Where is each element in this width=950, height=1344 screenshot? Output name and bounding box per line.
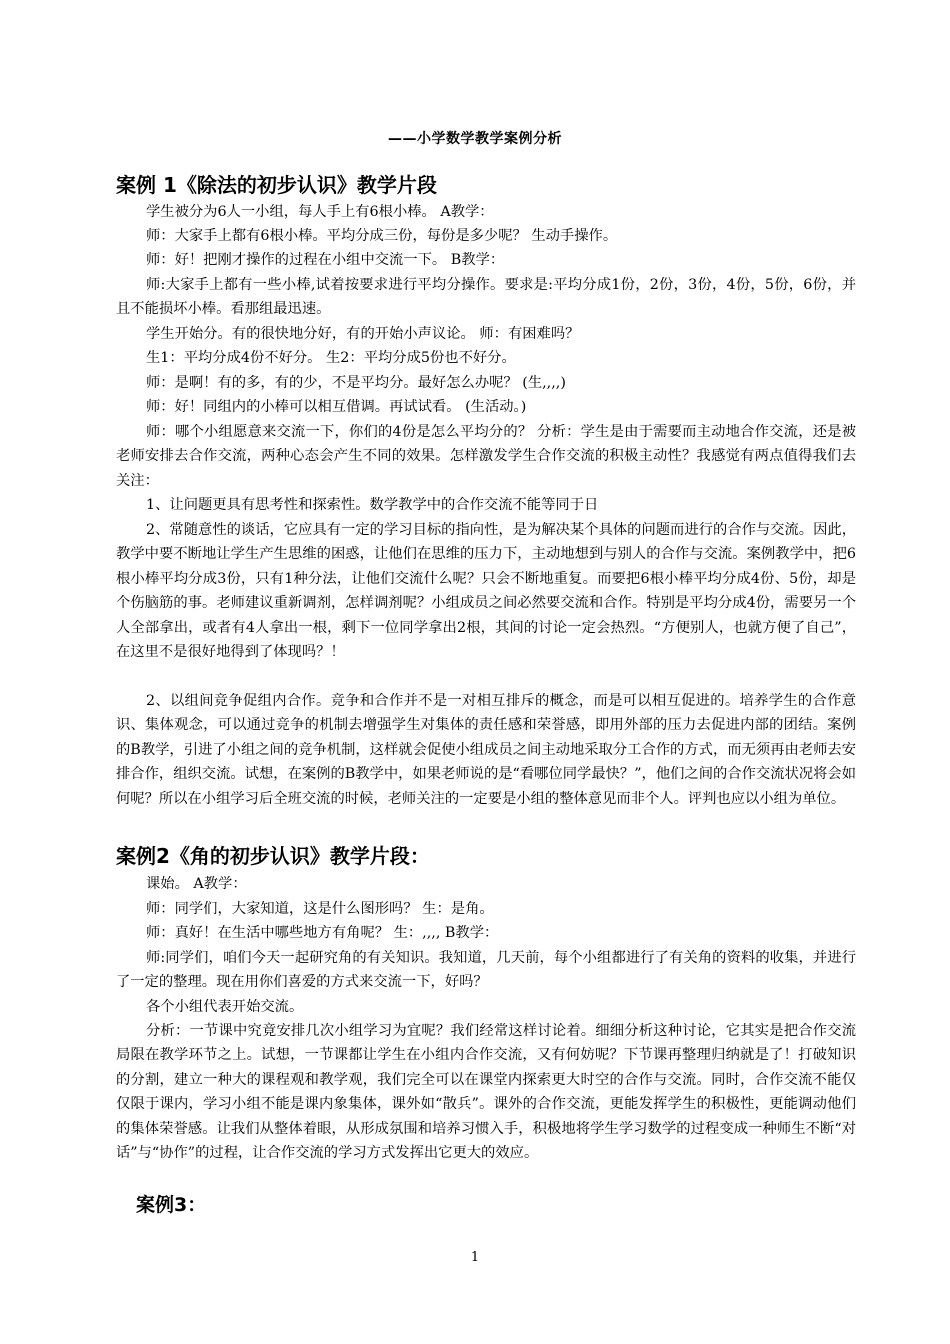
case1-paragraph: 1、让问题更具有思考性和探索性。数学教学中的合作交流不能等同于日 [146, 497, 599, 513]
case2-paragraph: 师:同学们，咱们今天一起研究角的有关知识。我知道，几天前，每个小组都进行了有关角的资料的收集，并进行了一定的整理。现在用你们喜爱的方式来交流一下，好吗？ [116, 950, 856, 991]
case1-paragraph: 学生被分为6人一小组，每人手上有6根小棒。 A教学： [146, 204, 494, 220]
case2-heading: 案例2《角的初步认识》教学片段： [116, 844, 430, 868]
case1-paragraph: 2、常随意性的谈话，它应具有一定的学习目标的指向性，是为解决某个具体的问题而进行的合作与交流。因此，教学中要不断地让学生产生思维的困惑，让他们在思维的压力下，主动地想到与别人的合作与交流。案例教学中，把6根小棒平均分成3份，只有1种分法，让他们交流什么呢？只会不断地重复。而要把6根小棒平均分成4份、5份，却是个伤脑筋的事。老师建议重新调剂，怎样调剂呢？小组成员之间必然要交流和合作。特别是平均分成4份，需要另一个人全部拿出，或者有4人拿出一根，剩下一位同学拿出2根，其间的讨论一定会热烈。“方便别人，也就方便了自己”，在这里不是很好地得到了体现吗？！ [116, 522, 856, 661]
case2-paragraph: 分析：一节课中究竟安排几次小组学习为宜呢？我们经常这样讨论着。细细分析这种讨论，它其实是把合作交流局限在教学环节之上。试想，一节课都让学生在小组内合作交流，又有何妨呢？下节课再整理归纳就是了！打破知识的分割，建立一种大的课程观和教学观，我们完全可以在课堂内探索更大时空的合作与交流。同时，合作交流不能仅仅限于课内，学习小组不能是课内象集体，课外如“散兵”。课外的合作交流，更能发挥学生的积极性，更能调动他们的集体荣誉感。让我们从整体着眼，从形成氛围和培养习惯入手，积极地将学生学习数学的过程变成一种师生不断“对话”与“协作”的过程，让合作交流的学习方式发挥出它更大的效应。 [116, 1023, 856, 1162]
case1-paragraph: 2、以组间竞争促组内合作。竞争和合作并不是一对相互排斥的概念，而是可以相互促进的。培养学生的合作意识、集体观念，可以通过竞争的机制去增强学生对集体的责任感和荣誉感，即用外部的压力去促进内部的团结。案例的B教学，引进了小组之间的竞争机制，这样就会促使小组成员之间主动地采取分工合作的方式，而无须再由老师去安排合作，组织交流。试想，在案例的B教学中，如果老师说的是“看哪位同学最快？”，他们之间的合作交流状况将会如何呢？所以在小组学习后全班交流的时候，老师关注的一定要是小组的整体意见而非个人。评判也应以小组为单位。 [116, 693, 856, 807]
case2-paragraph: 师：真好！在生活中哪些地方有角呢？ 生：,,,, B教学： [146, 925, 499, 941]
case1-paragraph: 师:大家手上都有一些小棒,试着按要求进行平均分操作。要求是:平均分成1份，2份，3份，4份，5份，6份，并且不能损坏小棒。看那组最迅速。 [116, 277, 856, 318]
case1-paragraph: 师：大家手上都有6根小棒。平均分成三份，每份是多少呢？ 生动手操作。 [146, 228, 618, 244]
case1-paragraph: 师：好！同组内的小棒可以相互借调。再试试看。 (生活动。) [146, 399, 527, 415]
case1-paragraph: 生1：平均分成4份不好分。 生2：平均分成5份也不好分。 [146, 350, 516, 366]
document-subtitle: ——小学数学教学案例分析 [388, 131, 562, 147]
case1-paragraph: 师：哪个小组愿意来交流一下，你们的4份是怎么平均分的？ 分析：学生是由于需要而主动地合作交流，还是被老师安排去合作交流，两种心态会产生不同的效果。怎样激发学生合作交流的积极主动性？我感觉有两点值得我们去关注： [116, 424, 856, 489]
case1-heading: 案例 1《除法的初步认识》教学片段 [116, 173, 437, 197]
case1-paragraph: 学生开始分。有的很快地分好，有的开始小声议论。 师：有困难吗？ [146, 326, 580, 342]
case3-heading: 案例3： [136, 1194, 207, 1216]
case1-paragraph: 师：是啊！有的多，有的少，不是平均分。最好怎么办呢？ (生,,,,) [146, 375, 566, 391]
case2-paragraph: 师：同学们，大家知道，这是什么图形吗？ 生：是角。 [146, 901, 494, 917]
case1-paragraph: 师：好！把刚才操作的过程在小组中交流一下。 B教学： [146, 252, 505, 268]
page-number: 1 [470, 1250, 480, 1265]
case2-paragraph: 课始。 A教学： [146, 876, 247, 892]
case2-paragraph: 各个小组代表开始交流。 [146, 999, 304, 1015]
